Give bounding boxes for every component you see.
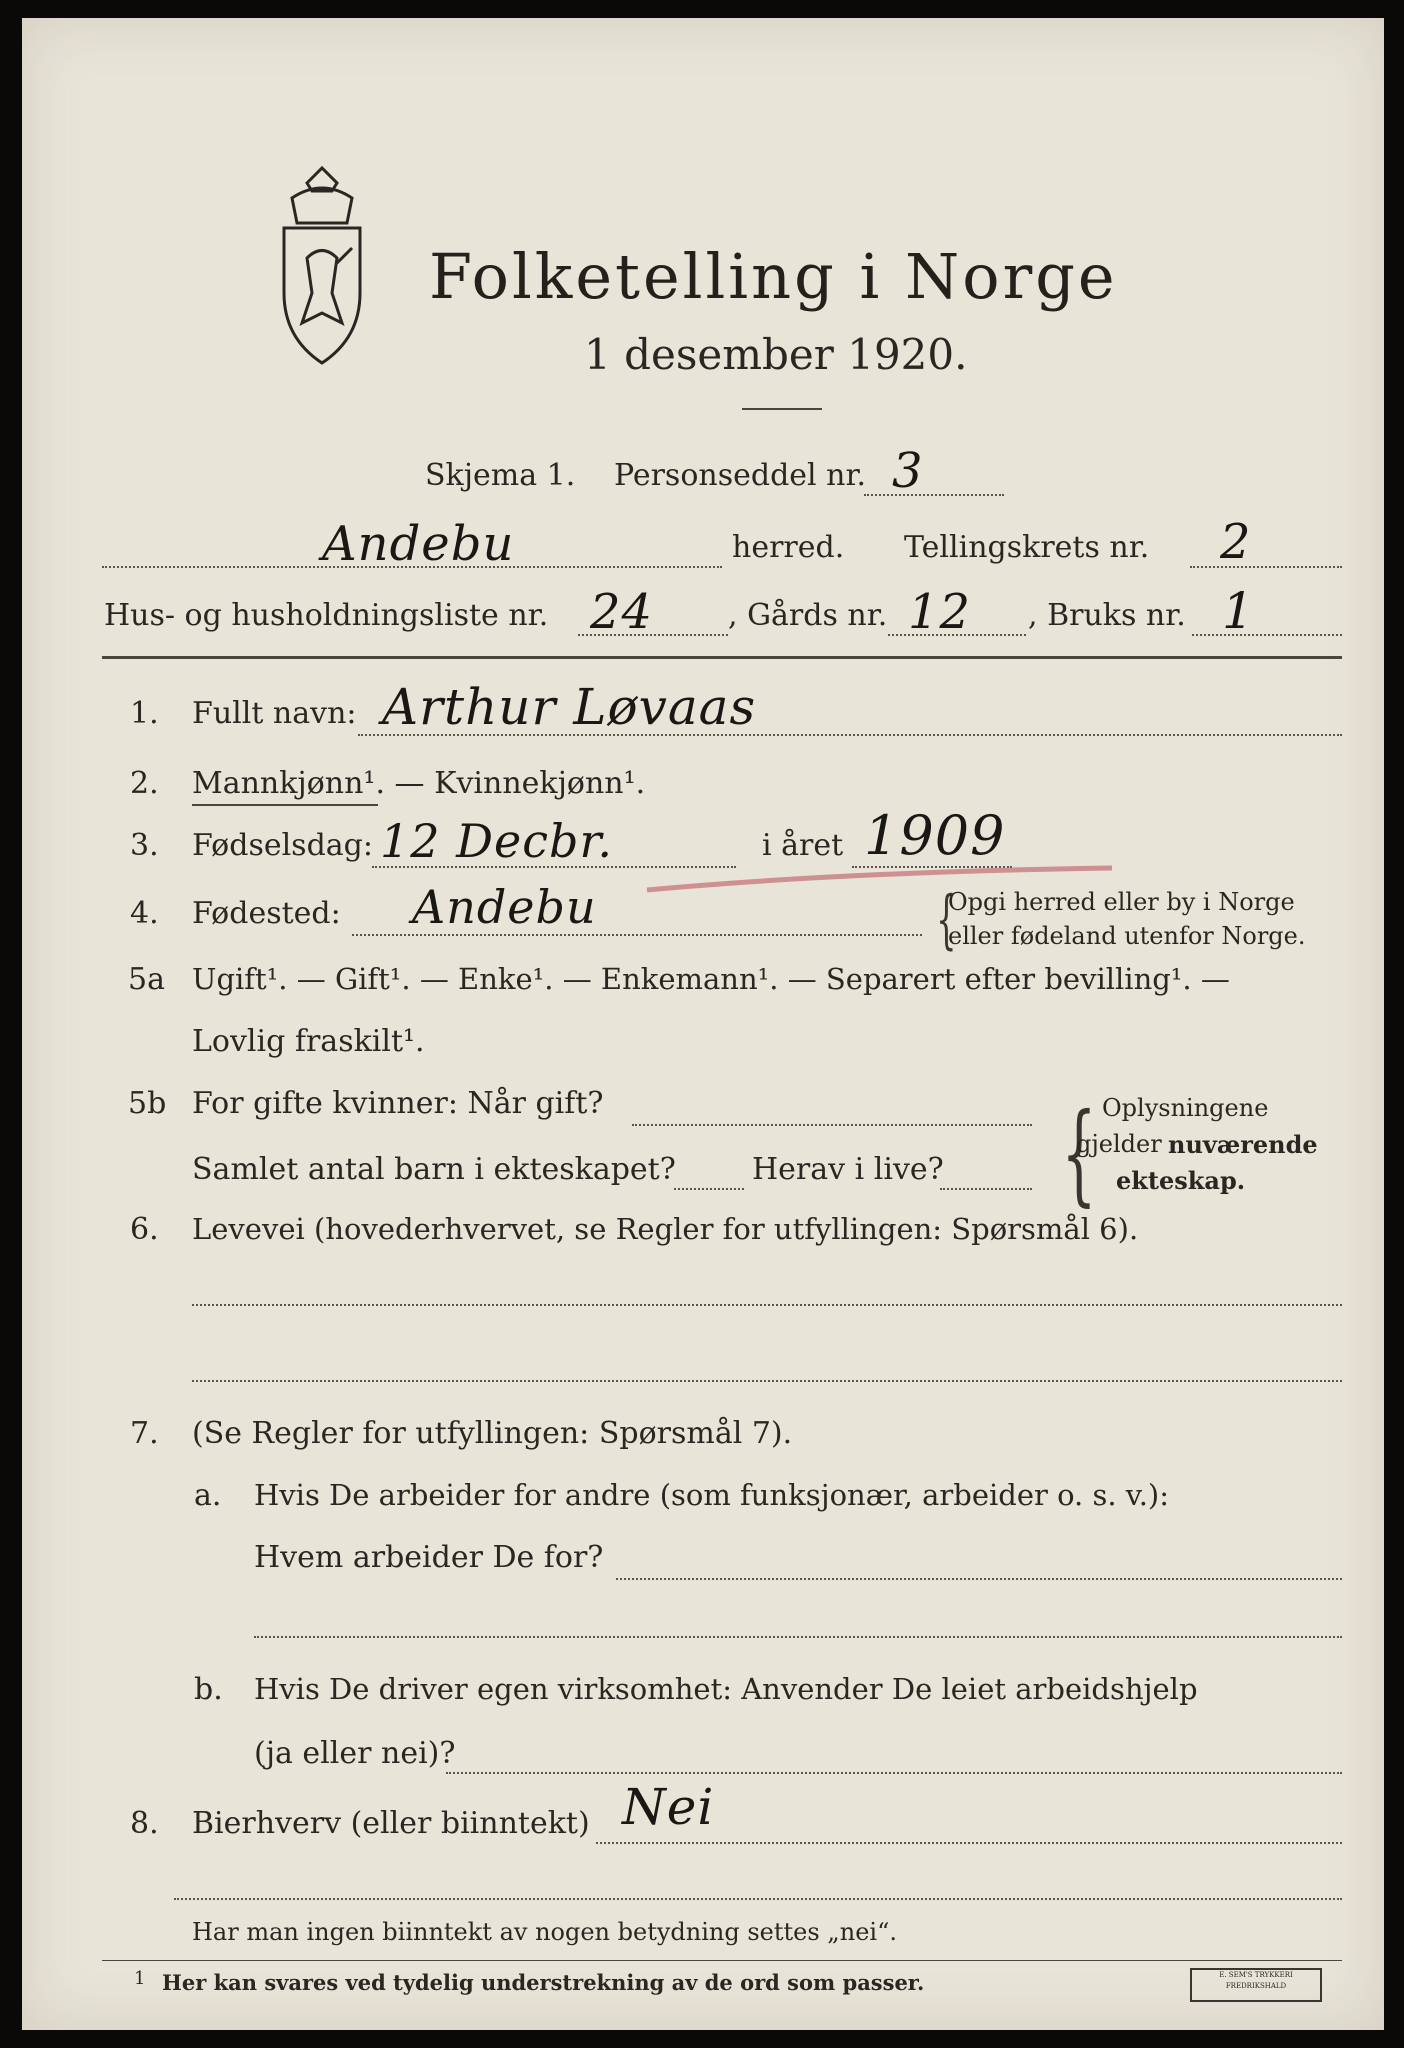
- q5a-line1: Ugift¹. — Gift¹. — Enke¹. — Enkemann¹. — Separert efter bevilling¹. —: [192, 962, 1230, 996]
- q5b-note-line1: Oplysningene: [1102, 1094, 1269, 1122]
- q6-line1: [192, 1304, 1342, 1306]
- q4-line: [352, 934, 922, 936]
- q5b-brace: {: [1061, 1089, 1097, 1217]
- printer-name: E. SEM'S TRYKKERI: [1219, 1971, 1293, 1979]
- q7b-number: b.: [194, 1672, 223, 1707]
- q7a-line2: Hvem arbeider De for?: [254, 1540, 604, 1575]
- q7-label: (Se Regler for utfyllingen: Spørsmål 7).: [192, 1416, 793, 1451]
- q2-label: Mannkjønn¹. — Kvinnekjønn¹.: [192, 766, 646, 801]
- bruks-line: [1192, 634, 1342, 636]
- q5b-naar-gift-line: [632, 1124, 1032, 1126]
- q7a-line: [616, 1578, 1342, 1580]
- q3-number: 3.: [130, 828, 159, 863]
- footnote-text: Her kan svares ved tydelig understrekning av de ord som passer.: [162, 1970, 925, 1995]
- q5a-line2: Lovlig fraskilt¹.: [192, 1024, 425, 1059]
- hus-value: 24: [590, 584, 654, 640]
- form-date: 1 desember 1920.: [584, 330, 968, 379]
- skjema-label: Skjema 1.: [425, 458, 576, 493]
- q6-number: 6.: [130, 1212, 159, 1247]
- gards-value: 12: [908, 584, 972, 640]
- q3-value: 12 Decbr.: [380, 814, 614, 868]
- q2-underline: [192, 804, 378, 806]
- q4-note-line2: eller fødeland utenfor Norge.: [948, 922, 1306, 950]
- q8-label: Bierhverv (eller biinntekt): [192, 1806, 590, 1841]
- q4-number: 4.: [130, 896, 159, 931]
- q7b-line1: Hvis De driver egen virksomhet: Anvender De leiet arbeidshjelp: [254, 1672, 1198, 1706]
- hus-label: Hus- og husholdningsliste nr.: [104, 598, 549, 633]
- q5b-note-line3: ekteskap.: [1116, 1166, 1246, 1195]
- coat-of-arms-icon: [262, 163, 382, 373]
- bruks-label: , Bruks nr.: [1028, 598, 1186, 633]
- header-rule: [102, 656, 1342, 659]
- form-title: Folketelling i Norge: [429, 240, 1118, 313]
- personseddel-line: [864, 494, 1004, 496]
- q6-line2: [192, 1380, 1342, 1382]
- printer-city: FREDRIKSHALD: [1225, 1982, 1287, 1990]
- q5b-note-line2b: nuværende: [1168, 1130, 1318, 1159]
- q4-brace: {: [936, 883, 957, 957]
- title-divider: [742, 408, 822, 410]
- q5b-barn-line: [674, 1188, 744, 1190]
- q4-label: Fødested:: [192, 896, 341, 931]
- q3-year: 1909: [864, 804, 1006, 867]
- q8-value: Nei: [622, 1778, 715, 1836]
- q1-label: Fullt navn:: [192, 696, 357, 731]
- tellingskrets-label: Tellingskrets nr.: [904, 530, 1150, 565]
- personseddel-label: Personseddel nr.: [614, 458, 867, 493]
- q7b-line: [446, 1772, 1342, 1774]
- q5b-line1: For gifte kvinner: Når gift?: [192, 1086, 604, 1121]
- q7b-line2: (ja eller nei)?: [254, 1736, 456, 1771]
- biinntekt-note: Har man ingen biinntekt av nogen betydning settes „nei“.: [192, 1918, 897, 1946]
- q3-aaret-label: i året: [762, 828, 844, 863]
- q7-number: 7.: [130, 1416, 159, 1451]
- q2-number: 2.: [130, 766, 159, 801]
- q6-label: Levevei (hovederhvervet, se Regler for utfyllingen: Spørsmål 6).: [192, 1212, 1139, 1246]
- q3-label: Fødselsdag:: [192, 828, 373, 863]
- q5b-note-line2a: gjelder: [1076, 1130, 1162, 1158]
- herred-value: Andebu: [322, 516, 515, 572]
- census-form-page: [22, 18, 1384, 2030]
- printer-stamp: [1190, 1968, 1322, 2002]
- q5b-herav-label: Herav i live?: [752, 1152, 944, 1187]
- q5b-herav-line: [940, 1188, 1032, 1190]
- q7a-number: a.: [194, 1478, 222, 1513]
- q7a-line1: Hvis De arbeider for andre (som funksjonær, arbeider o. s. v.):: [254, 1478, 1170, 1512]
- q8-number: 8.: [130, 1806, 159, 1841]
- q5b-number: 5b: [128, 1086, 167, 1121]
- q8-line-extra: [174, 1898, 1342, 1900]
- q4-value: Andebu: [412, 880, 597, 934]
- q8-line: [596, 1842, 1342, 1844]
- tellingskrets-line: [1190, 566, 1342, 568]
- gards-label: , Gårds nr.: [728, 598, 888, 633]
- footnote-number: 1: [134, 1968, 146, 1989]
- tellingskrets-value: 2: [1220, 514, 1252, 570]
- herred-label: herred.: [732, 530, 845, 565]
- q4-note-line1: Opgi herred eller by i Norge: [948, 888, 1295, 916]
- q1-number: 1.: [130, 696, 159, 731]
- bruks-value: 1: [1222, 582, 1255, 640]
- q5b-line2: Samlet antal barn i ekteskapet?: [192, 1152, 676, 1187]
- footnote-rule: [102, 1960, 1342, 1961]
- q5a-number: 5a: [128, 962, 165, 997]
- q7a-line-extra: [254, 1636, 1342, 1638]
- q1-value: Arthur Løvaas: [382, 678, 757, 736]
- personseddel-value: 3: [892, 443, 924, 499]
